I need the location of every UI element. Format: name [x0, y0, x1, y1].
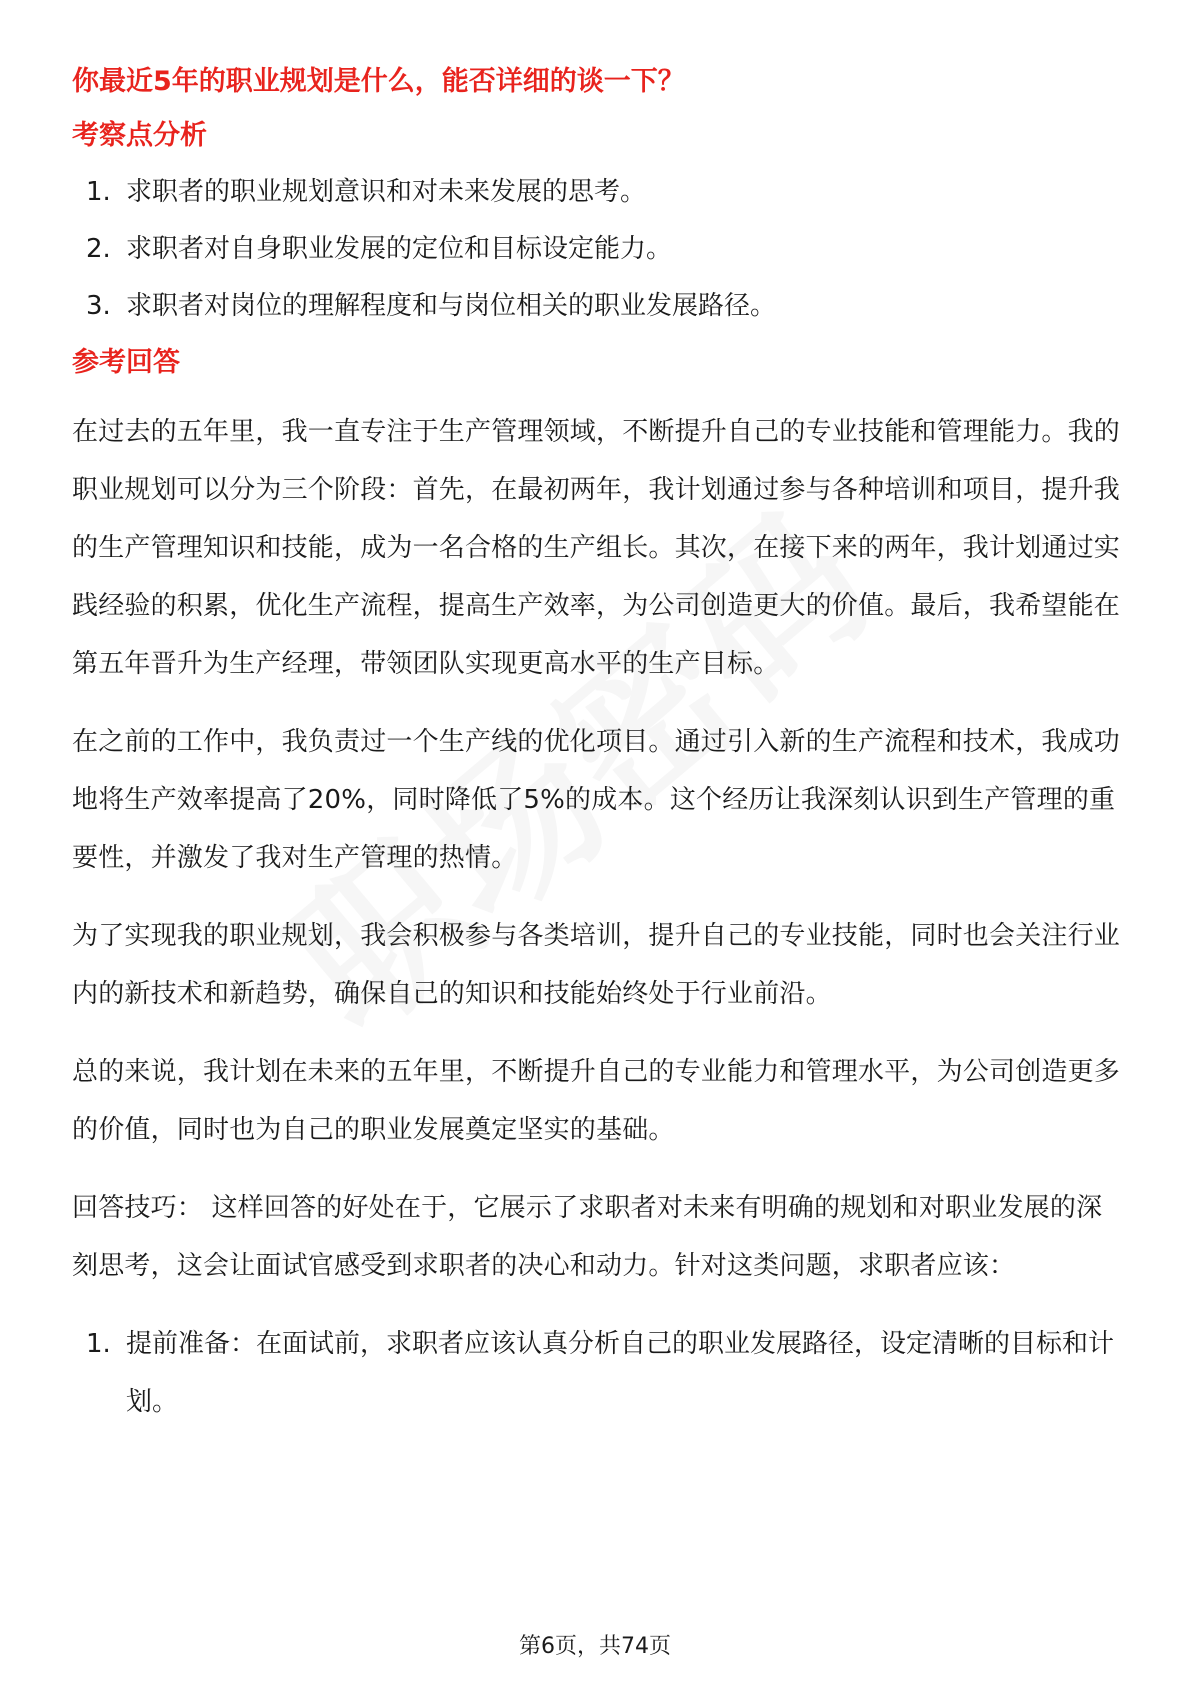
list-text: 求职者对岗位的理解程度和与岗位相关的职业发展路径。 — [126, 291, 777, 321]
list-number: 2. — [86, 234, 111, 264]
tips-paragraph: 回答技巧： 这样回答的好处在于，它展示了求职者对未来有明确的规划和对职业发展的深刻思考，这会让面试官感受到求职者的决心和动力。针对这类问题，求职者应该： — [72, 1193, 1103, 1281]
list-text: 提前准备：在面试前，求职者应该认真分析自己的职业发展路径，设定清晰的目标和计划。 — [126, 1329, 1115, 1417]
list-number: 3. — [86, 291, 111, 321]
list-text: 求职者的职业规划意识和对未来发展的思考。 — [126, 177, 647, 207]
list-number: 1. — [86, 1329, 111, 1359]
answer-paragraph: 为了实现我的职业规划，我会积极参与各类培训，提升自己的专业技能，同时也会关注行业内的新技术和新趋势，确保自己的知识和技能始终处于行业前沿。 — [72, 921, 1121, 1009]
answer-paragraph: 总的来说，我计划在未来的五年里，不断提升自己的专业能力和管理水平，为公司创造更多的价值，同时也为自己的职业发展奠定坚实的基础。 — [72, 1057, 1121, 1145]
answer-paragraph: 在之前的工作中，我负责过一个生产线的优化项目。通过引入新的生产流程和技术，我成功地将生产效率提高了20%，同时降低了5%的成本。这个经历让我深刻认识到生产管理的重要性，并激发了我对生产管理的热情。 — [72, 727, 1121, 873]
analysis-heading: 考察点分析 — [72, 120, 207, 151]
tips-item — [72, 1315, 1122, 1431]
analysis-item — [72, 172, 1122, 212]
analysis-item — [72, 286, 1122, 326]
answer-heading: 参考回答 — [72, 347, 180, 378]
page-content — [72, 62, 1122, 1431]
question-title: 你最近5年的职业规划是什么，能否详细的谈一下？ — [72, 66, 685, 97]
analysis-list — [72, 172, 1122, 326]
list-number: 1. — [86, 177, 111, 207]
analysis-item — [72, 229, 1122, 269]
tips-list — [72, 1315, 1122, 1431]
list-text: 求职者对自身职业发展的定位和目标设定能力。 — [126, 234, 673, 264]
answer-paragraph: 在过去的五年里，我一直专注于生产管理领域，不断提升自己的专业技能和管理能力。我的职业规划可以分为三个阶段：首先，在最初两年，我计划通过参与各种培训和项目，提升我的生产管理知识和技能，成为一名合格的生产组长。其次，在接下来的两年，我计划通过实践经验的积累，优化生产流程，提高生产效率，为公司创造更大的价值。最后，我希望能在第五年晋升为生产经理，带领团队实现更高水平的生产目标。 — [72, 417, 1121, 679]
page-footer: 第6页，共74页 — [519, 1634, 671, 1659]
